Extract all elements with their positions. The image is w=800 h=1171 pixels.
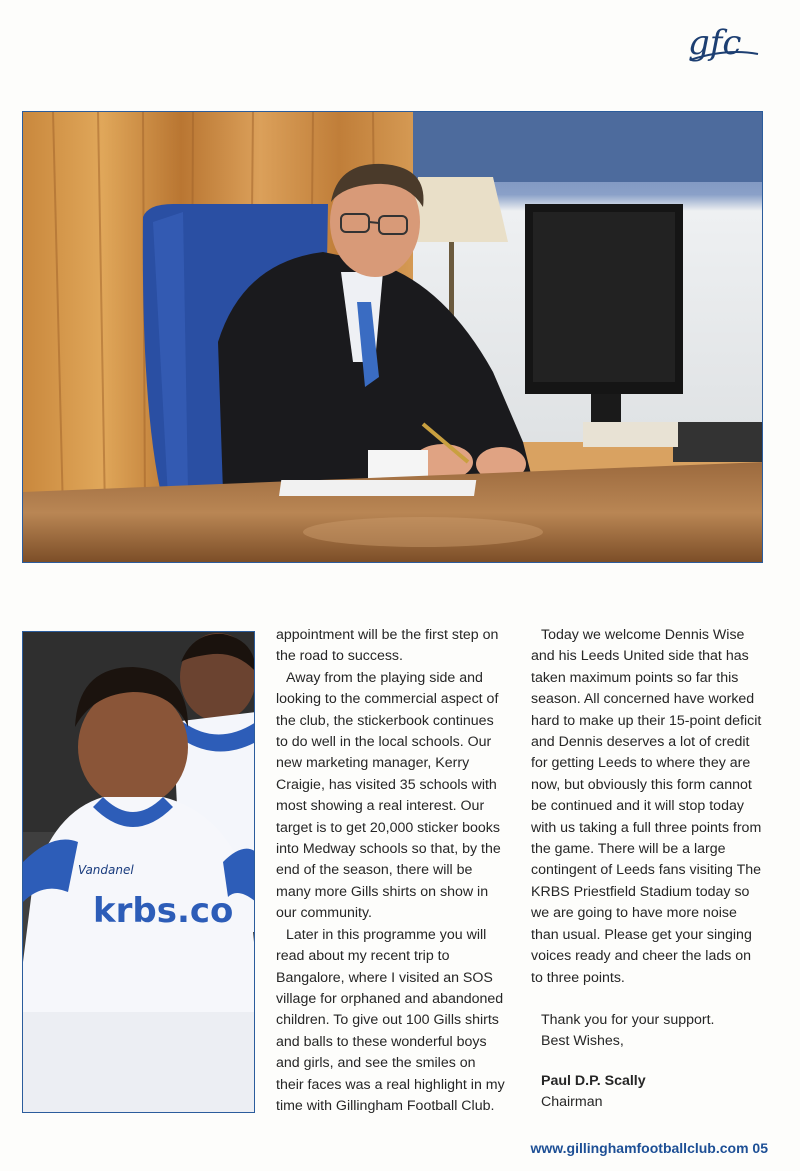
article-paragraph: Today we welcome Dennis Wise and his Leeds United side that has taken maximum points so far this season. All concerned have worked hard to make up their 15-point deficit and Dennis deserves a lot of credit for getting Leeds to where they are now, but obviously this form cannot be continued and it will stop today with us taking a full three points from the game. There will be a large contingent of Leeds fans visiting The KRBS Priestfield Stadium today so we are going to have more noise than usual. Please get your singing voices ready and cheer the lads on to three points. — [531, 627, 762, 986]
svg-text:Vandanel: Vandanel — [78, 863, 134, 877]
chairman-at-desk-photo — [22, 111, 763, 563]
page-footer — [530, 1140, 768, 1156]
closing-line: Thank you for your support. — [541, 1011, 715, 1028]
signature-role: Chairman — [541, 1094, 603, 1111]
article-column-2 — [531, 625, 763, 1114]
page-number: 05 — [752, 1140, 768, 1156]
article-paragraph: appointment will be the first step on the road to success. — [276, 627, 499, 665]
article-paragraph: Later in this programme you will read about my recent trip to Bangalore, where I visited an SOS village for orphaned and abandoned children. To give out 100 Gills shirts and balls to these wonderful boys and girls, and see the smiles on their faces was a real highlight in my time with Gillingham Football Club. — [276, 926, 505, 1114]
closing-line: Best Wishes, — [541, 1033, 624, 1050]
svg-text:krbs.co: krbs.co — [93, 891, 234, 931]
article-paragraph: Away from the playing side and looking to the commercial aspect of the club, the stickerbook continues to do well in the local schools. Our new marketing manager, Kerry Craigie, has visited 35 schools with most showing a real interest. Our target is to get 20,000 sticker books into Medway schools so that, by the end of the season, there will be many more Gills shirts on show in our community. — [276, 669, 501, 922]
children-in-gills-shirts-photo — [22, 631, 255, 1113]
gfc-logo-icon — [686, 20, 762, 72]
article-column-1 — [276, 625, 506, 1117]
gfc-logo-text: gfc — [688, 23, 742, 63]
signature-name: Paul D.P. Scally — [541, 1072, 646, 1089]
footer-url: www.gillinghamfootballclub.com — [530, 1140, 749, 1156]
